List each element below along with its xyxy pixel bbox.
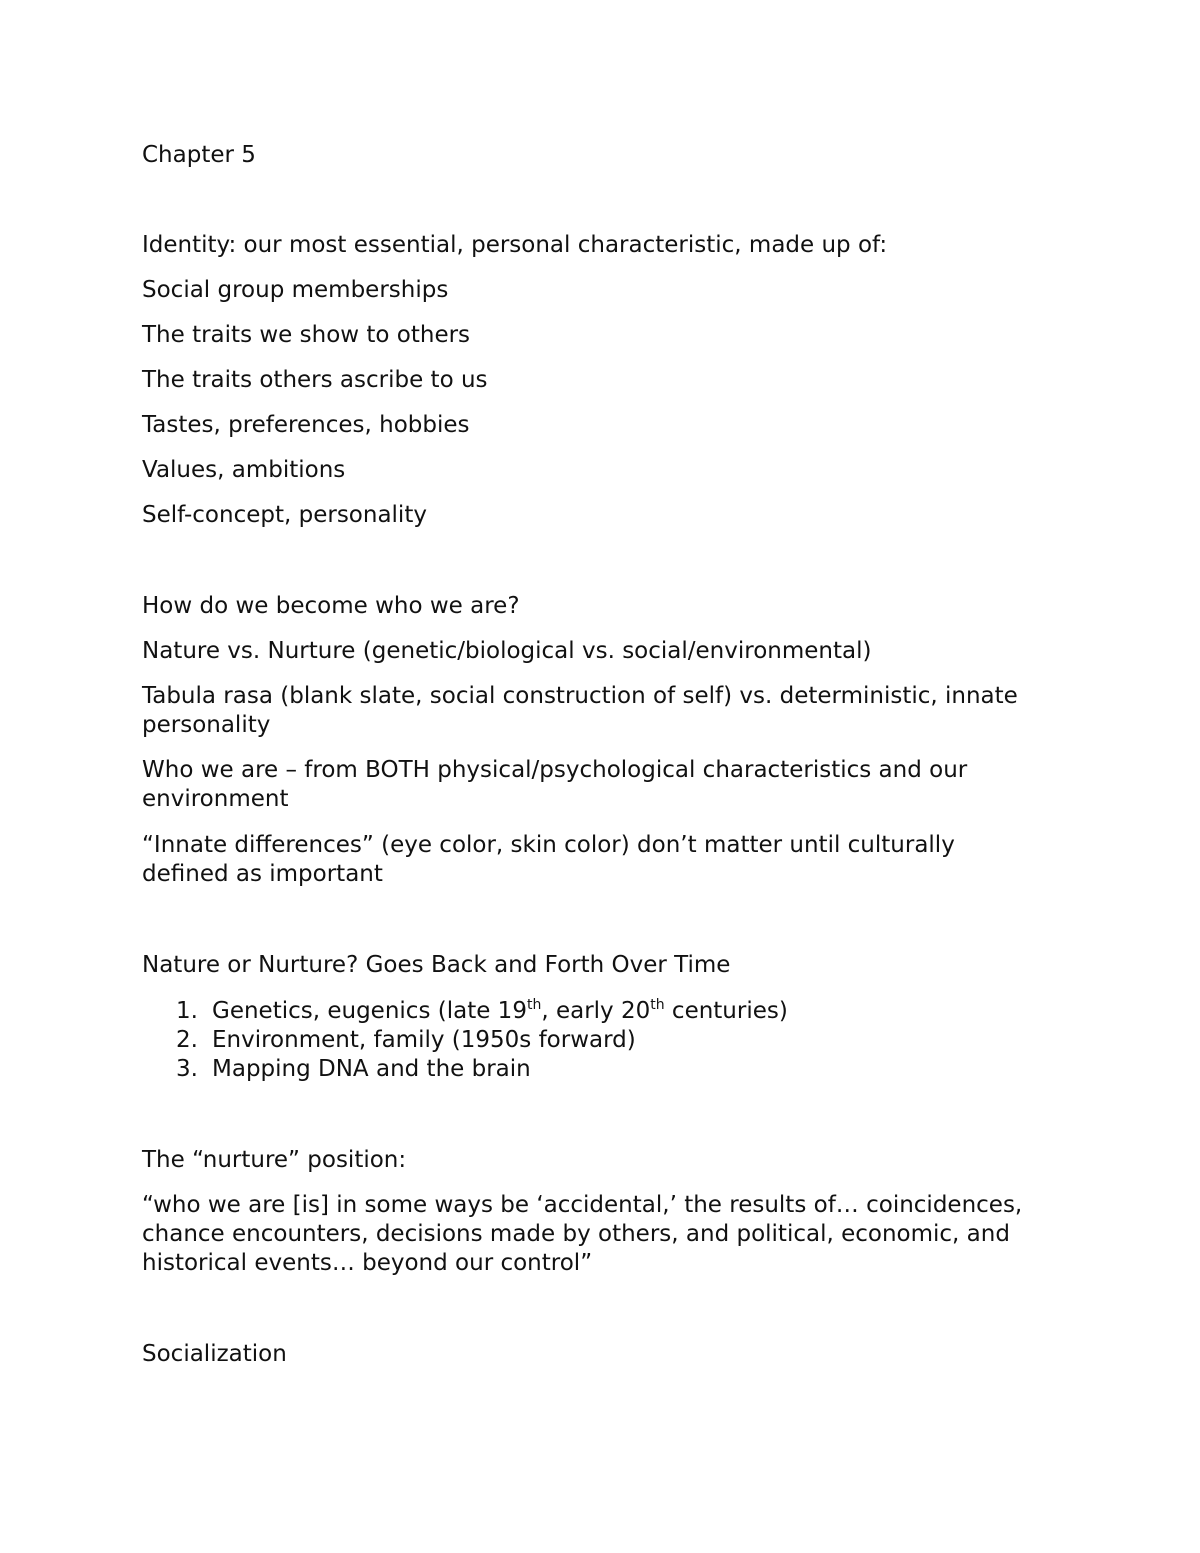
identity-item: Tastes, preferences, hobbies	[142, 412, 470, 438]
superscript: th	[526, 997, 542, 1013]
identity-item: The traits we show to others	[142, 322, 471, 348]
list-item	[176, 1026, 1036, 1055]
chapter-title: Chapter 5	[142, 142, 256, 168]
become-line: Tabula rasa (blank slate, social construction of self) vs. deterministic, innate personality	[142, 683, 1018, 738]
list-text: centuries)	[664, 998, 788, 1024]
become-line: “Innate differences” (eye color, skin color) don’t matter until culturally defined as important	[142, 832, 955, 887]
nature-nurture-heading: Nature or Nurture? Goes Back and Forth Over Time	[142, 952, 731, 978]
identity-item: Values, ambitions	[142, 457, 346, 483]
identity-item: The traits others ascribe to us	[142, 367, 488, 393]
list-text: Environment, family (1950s forward)	[212, 1027, 636, 1053]
nurture-position-heading: The “nurture” position:	[142, 1147, 407, 1173]
list-number: 1.	[176, 998, 198, 1024]
become-heading: How do we become who we are?	[142, 593, 520, 619]
identity-intro: Identity: our most essential, personal characteristic, made up of:	[142, 232, 888, 258]
list-item	[176, 1055, 1036, 1084]
list-text: , early 20	[541, 998, 651, 1024]
superscript: th	[650, 997, 665, 1013]
list-number: 3.	[176, 1056, 198, 1082]
nurture-quote: “who we are [is] in some ways be ‘accidental,’ the results of… coincidences, chance encounters, decisions made by others, and political, economic, and historical events… beyond our control”	[142, 1192, 1023, 1276]
list-text: Mapping DNA and the brain	[212, 1056, 531, 1082]
identity-item: Self-concept, personality	[142, 502, 427, 528]
socialization-heading: Socialization	[142, 1341, 287, 1367]
become-line: Who we are – from BOTH physical/psychological characteristics and our environment	[142, 757, 968, 812]
become-line: Nature vs. Nurture (genetic/biological vs. social/environmental)	[142, 638, 872, 664]
list-number: 2.	[176, 1027, 198, 1053]
list-item	[176, 997, 1036, 1026]
identity-item: Social group memberships	[142, 277, 449, 303]
list-text: Genetics, eugenics (late 19	[212, 998, 527, 1024]
